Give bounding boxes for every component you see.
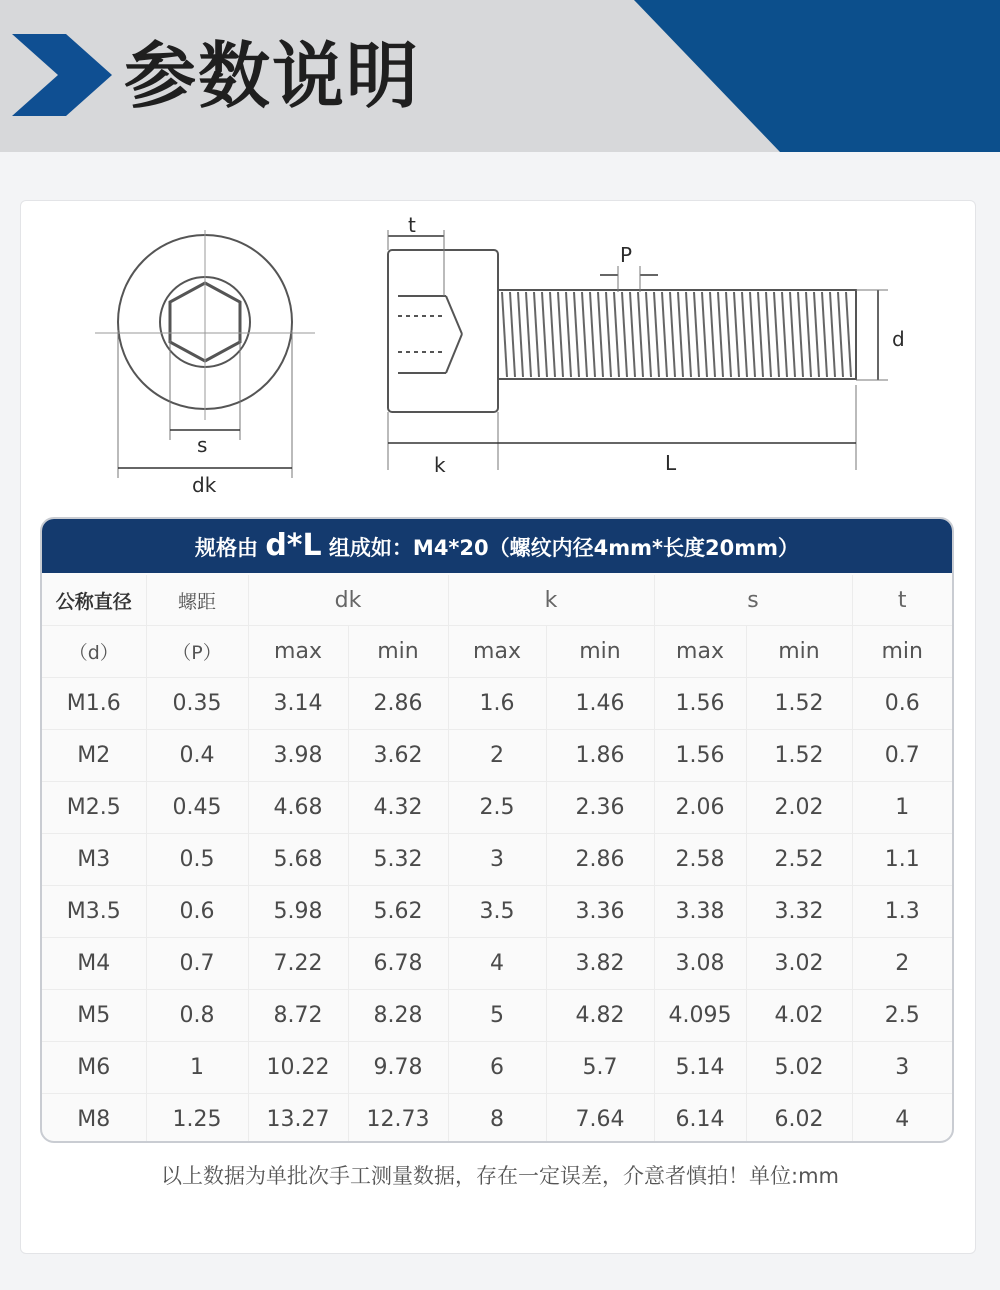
thread-line <box>582 292 587 377</box>
table-row <box>42 730 952 782</box>
thread-line <box>646 292 651 377</box>
thread-line <box>534 292 539 377</box>
thread-line <box>830 292 835 377</box>
table-cell: 1.52 <box>746 678 852 730</box>
table-cell: 5.32 <box>348 834 448 886</box>
thread-line <box>606 292 611 377</box>
header-row-sub <box>42 626 952 678</box>
table-cell: 1.3 <box>852 886 952 938</box>
table-cell: 4 <box>895 1107 910 1132</box>
table-cell: 0.7 <box>852 730 952 782</box>
label-L: L <box>665 451 677 475</box>
thread-line <box>550 292 555 377</box>
table-cell: 1.6 <box>448 678 546 730</box>
thread-line <box>718 292 723 377</box>
sub-s-min: min <box>746 626 852 678</box>
group-dk: dk <box>248 575 448 626</box>
table-row <box>42 1042 952 1094</box>
table-cell: 1 <box>146 1042 248 1094</box>
table-row <box>42 1094 952 1144</box>
table-cell: 6.78 <box>348 938 448 990</box>
table-cell: 7.22 <box>248 938 348 990</box>
table-row <box>42 678 952 730</box>
thread-line <box>598 292 603 377</box>
table-row <box>42 834 952 886</box>
table-cell: 3.5 <box>448 886 546 938</box>
table-cell: 3.36 <box>546 886 654 938</box>
thread-line <box>678 292 683 377</box>
thread-line <box>638 292 643 377</box>
table-row <box>42 782 952 834</box>
table-cell: 5.68 <box>248 834 348 886</box>
table-cell: 2.06 <box>654 782 746 834</box>
spec-formula: d*L <box>265 528 322 563</box>
thread-line <box>542 292 547 377</box>
sub-t-min: min <box>852 626 952 678</box>
page-title: 参数说明 <box>124 34 421 118</box>
table-cell: 3 <box>852 1042 952 1094</box>
thread-line <box>846 292 851 377</box>
table-cell: 3.32 <box>746 886 852 938</box>
screw-diagram <box>0 0 1000 520</box>
spec-table <box>42 575 952 1143</box>
table-cell: M3 <box>42 834 146 886</box>
table-cell: 8 <box>448 1094 546 1144</box>
group-t: t <box>852 575 952 626</box>
thread-line <box>662 292 667 377</box>
screw-side-view <box>388 230 888 470</box>
thread-line <box>774 292 779 377</box>
sub-dk-max: max <box>248 626 348 678</box>
label-s: s <box>197 433 208 457</box>
thread-line <box>798 292 803 377</box>
table-cell: 1.56 <box>654 678 746 730</box>
table-cell: 2.02 <box>746 782 852 834</box>
table-cell: 3.14 <box>248 678 348 730</box>
thread-line <box>654 292 659 377</box>
group-s: s <box>654 575 852 626</box>
table-cell: 1.56 <box>654 730 746 782</box>
table-cell: 3.82 <box>546 938 654 990</box>
table-cell: 4.82 <box>546 990 654 1042</box>
table-cell: 4.095 <box>654 990 746 1042</box>
table-cell: 4 <box>448 938 546 990</box>
label-P: P <box>620 243 633 267</box>
label-t: t <box>408 213 416 237</box>
table-cell: 1.86 <box>546 730 654 782</box>
thread-line <box>806 292 811 377</box>
table-cell: 4.02 <box>746 990 852 1042</box>
table-cell: 1.46 <box>546 678 654 730</box>
table-cell: 13.27 <box>248 1094 348 1144</box>
table-cell: 3.98 <box>248 730 348 782</box>
table-cell: M2.5 <box>42 782 146 834</box>
table-cell: 5.7 <box>546 1042 654 1094</box>
thread-line <box>502 292 507 377</box>
thread-line <box>686 292 691 377</box>
sub-s-max: max <box>654 626 746 678</box>
table-cell: 2.5 <box>852 990 952 1042</box>
table-cell: M1.6 <box>42 678 146 730</box>
table-cell: M3.5 <box>42 886 146 938</box>
thread-line <box>622 292 627 377</box>
thread-line <box>838 292 843 377</box>
table-cell: 8.72 <box>248 990 348 1042</box>
table-cell: M5 <box>42 990 146 1042</box>
table-cell: 2.58 <box>654 834 746 886</box>
thread-line <box>526 292 531 377</box>
table-cell: 1 <box>852 782 952 834</box>
table-cell: 5.98 <box>248 886 348 938</box>
table-cell: 0.4 <box>146 730 248 782</box>
table-row <box>42 886 952 938</box>
table-cell: 6.02 <box>746 1094 852 1144</box>
table-cell: 5.02 <box>746 1042 852 1094</box>
table-cell: 2 <box>852 938 952 990</box>
table-cell: 0.6 <box>146 886 248 938</box>
table-cell: 0.35 <box>146 678 248 730</box>
table-cell: 2.5 <box>448 782 546 834</box>
table-row <box>42 990 952 1042</box>
label-d: d <box>892 327 905 351</box>
col-nominal-header: 公称直径 <box>42 575 146 626</box>
thread-line <box>574 292 579 377</box>
table-cell: 6 <box>448 1042 546 1094</box>
thread-line <box>790 292 795 377</box>
sub-k-min: min <box>546 626 654 678</box>
label-dk: dk <box>192 473 217 497</box>
table-cell: M2 <box>42 730 146 782</box>
thread-line <box>630 292 635 377</box>
table-cell: 10.22 <box>248 1042 348 1094</box>
table-cell: 2.86 <box>546 834 654 886</box>
table-cell: 3.38 <box>654 886 746 938</box>
col-nominal-sub: （d） <box>42 626 146 678</box>
table-cell: 5.14 <box>654 1042 746 1094</box>
thread-line <box>518 292 523 377</box>
table-cell: 5.62 <box>348 886 448 938</box>
thread-line <box>590 292 595 377</box>
table-cell: 0.8 <box>146 990 248 1042</box>
table-cell: 0.7 <box>146 938 248 990</box>
table-cell: 3.08 <box>654 938 746 990</box>
table-cell: 4.68 <box>248 782 348 834</box>
table-cell: 0.6 <box>852 678 952 730</box>
thread-line <box>822 292 827 377</box>
table-cell: 7.64 <box>546 1094 654 1144</box>
table-cell: 3.02 <box>746 938 852 990</box>
table-cell: 0.45 <box>146 782 248 834</box>
thread-line <box>566 292 571 377</box>
thread-line <box>726 292 731 377</box>
thread-line <box>510 292 515 377</box>
footer-note: 以上数据为单批次手工测量数据，存在一定误差，介意者慎拍！单位:mm <box>161 1164 839 1188</box>
table-cell: 6.14 <box>654 1094 746 1144</box>
table-cell: 12.73 <box>348 1094 448 1144</box>
spec-table-box <box>40 517 954 1143</box>
table-cell: 2 <box>448 730 546 782</box>
table-cell: 2.36 <box>546 782 654 834</box>
table-cell: 3 <box>448 834 546 886</box>
thread-line <box>694 292 699 377</box>
thread-line <box>614 292 619 377</box>
thread-line <box>750 292 755 377</box>
col-pitch-header: 螺距 <box>146 575 248 626</box>
thread-line <box>710 292 715 377</box>
table-cell: 2.52 <box>746 834 852 886</box>
thread-line <box>702 292 707 377</box>
table-cell: 5 <box>448 990 546 1042</box>
table-cell: M8 <box>42 1094 146 1144</box>
thread-lines <box>502 292 851 377</box>
table-cell: 8.28 <box>348 990 448 1042</box>
thread-line <box>742 292 747 377</box>
thread-line <box>558 292 563 377</box>
sub-dk-min: min <box>348 626 448 678</box>
table-cell: 1.1 <box>852 834 952 886</box>
table-row <box>42 938 952 990</box>
thread-line <box>758 292 763 377</box>
sub-k-max: max <box>448 626 546 678</box>
thread-line <box>782 292 787 377</box>
table-cell: 3.62 <box>348 730 448 782</box>
thread-line <box>734 292 739 377</box>
table-cell: 2.86 <box>348 678 448 730</box>
thread-line <box>814 292 819 377</box>
table-cell: 4.32 <box>348 782 448 834</box>
thread-line <box>670 292 675 377</box>
header-row-groups <box>42 575 952 626</box>
table-cell: 1.25 <box>146 1094 248 1144</box>
thread-line <box>766 292 771 377</box>
group-k: k <box>448 575 654 626</box>
label-k: k <box>434 453 446 477</box>
table-cell: 1.52 <box>746 730 852 782</box>
spec-prefix: 规格由 <box>195 536 259 560</box>
table-cell: 9.78 <box>348 1042 448 1094</box>
spec-banner <box>42 519 952 573</box>
table-cell: 0.5 <box>146 834 248 886</box>
spec-suffix: 组成如：M4*20（螺纹内径4mm*长度20mm） <box>328 536 799 560</box>
spec-table-body <box>42 575 952 1143</box>
col-pitch-sub: （P） <box>146 626 248 678</box>
table-cell: M6 <box>42 1042 146 1094</box>
table-cell: M4 <box>42 938 146 990</box>
